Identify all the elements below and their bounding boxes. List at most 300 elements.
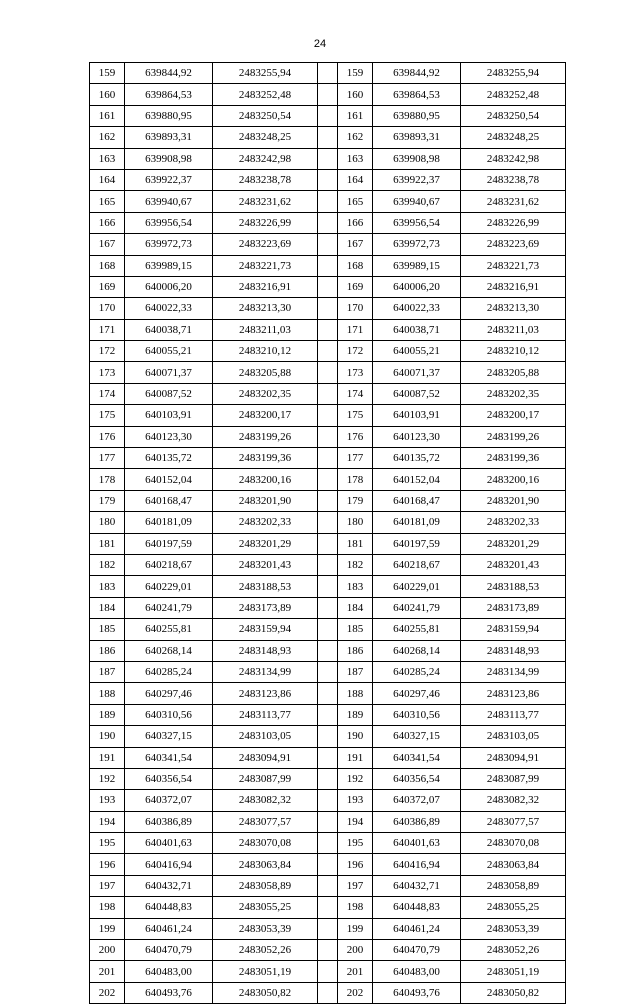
y-coordinate-cell: 2483200,17 [461, 405, 566, 426]
table-row [90, 790, 566, 811]
spacer-cell [318, 84, 338, 105]
point-number-cell: 161 [90, 105, 125, 126]
spacer-cell [318, 169, 338, 190]
y-coordinate-cell: 2483226,99 [461, 212, 566, 233]
y-coordinate-cell: 2483123,86 [213, 683, 318, 704]
y-coordinate-cell: 2483051,19 [461, 961, 566, 982]
x-coordinate-cell: 639880,95 [125, 105, 213, 126]
x-coordinate-cell: 640356,54 [373, 768, 461, 789]
spacer-cell [318, 982, 338, 1003]
point-number-cell: 198 [338, 897, 373, 918]
table-row [90, 811, 566, 832]
x-coordinate-cell: 639972,73 [373, 234, 461, 255]
x-coordinate-cell: 639893,31 [373, 127, 461, 148]
point-number-cell: 170 [90, 298, 125, 319]
point-number-cell: 161 [338, 105, 373, 126]
x-coordinate-cell: 640483,00 [373, 961, 461, 982]
y-coordinate-cell: 2483050,82 [461, 982, 566, 1003]
y-coordinate-cell: 2483210,12 [461, 341, 566, 362]
point-number-cell: 179 [90, 490, 125, 511]
y-coordinate-cell: 2483173,89 [461, 597, 566, 618]
y-coordinate-cell: 2483103,05 [213, 726, 318, 747]
point-number-cell: 164 [338, 169, 373, 190]
point-number-cell: 159 [90, 63, 125, 84]
y-coordinate-cell: 2483223,69 [213, 234, 318, 255]
x-coordinate-cell: 640372,07 [125, 790, 213, 811]
point-number-cell: 167 [90, 234, 125, 255]
y-coordinate-cell: 2483252,48 [213, 84, 318, 105]
spacer-cell [318, 469, 338, 490]
x-coordinate-cell: 640123,30 [373, 426, 461, 447]
y-coordinate-cell: 2483058,89 [461, 875, 566, 896]
y-coordinate-cell: 2483202,35 [213, 383, 318, 404]
point-number-cell: 198 [90, 897, 125, 918]
point-number-cell: 176 [338, 426, 373, 447]
point-number-cell: 163 [90, 148, 125, 169]
spacer-cell [318, 148, 338, 169]
y-coordinate-cell: 2483205,88 [213, 362, 318, 383]
x-coordinate-cell: 640401,63 [373, 833, 461, 854]
x-coordinate-cell: 640470,79 [373, 940, 461, 961]
table-row [90, 448, 566, 469]
y-coordinate-cell: 2483173,89 [213, 597, 318, 618]
y-coordinate-cell: 2483201,29 [461, 533, 566, 554]
x-coordinate-cell: 639908,98 [373, 148, 461, 169]
spacer-cell [318, 576, 338, 597]
y-coordinate-cell: 2483087,99 [461, 768, 566, 789]
x-coordinate-cell: 640310,56 [373, 704, 461, 725]
x-coordinate-cell: 640268,14 [125, 640, 213, 661]
y-coordinate-cell: 2483134,99 [461, 661, 566, 682]
y-coordinate-cell: 2483199,26 [461, 426, 566, 447]
table-row [90, 127, 566, 148]
x-coordinate-cell: 640386,89 [373, 811, 461, 832]
spacer-cell [318, 747, 338, 768]
point-number-cell: 179 [338, 490, 373, 511]
spacer-cell [318, 276, 338, 297]
page-number: 24 [313, 38, 327, 50]
point-number-cell: 162 [90, 127, 125, 148]
point-number-cell: 178 [338, 469, 373, 490]
y-coordinate-cell: 2483252,48 [461, 84, 566, 105]
y-coordinate-cell: 2483063,84 [461, 854, 566, 875]
y-coordinate-cell: 2483113,77 [213, 704, 318, 725]
y-coordinate-cell: 2483201,90 [213, 490, 318, 511]
point-number-cell: 166 [90, 212, 125, 233]
table-row [90, 661, 566, 682]
point-number-cell: 177 [338, 448, 373, 469]
spacer-cell [318, 405, 338, 426]
y-coordinate-cell: 2483210,12 [213, 341, 318, 362]
x-coordinate-cell: 640168,47 [373, 490, 461, 511]
x-coordinate-cell: 640123,30 [125, 426, 213, 447]
point-number-cell: 191 [90, 747, 125, 768]
table-row [90, 255, 566, 276]
table-row [90, 597, 566, 618]
x-coordinate-cell: 640255,81 [373, 619, 461, 640]
y-coordinate-cell: 2483058,89 [213, 875, 318, 896]
y-coordinate-cell: 2483200,17 [213, 405, 318, 426]
point-number-cell: 197 [338, 875, 373, 896]
table-row [90, 234, 566, 255]
y-coordinate-cell: 2483250,54 [213, 105, 318, 126]
point-number-cell: 196 [90, 854, 125, 875]
table-row [90, 875, 566, 896]
spacer-cell [318, 448, 338, 469]
y-coordinate-cell: 2483094,91 [213, 747, 318, 768]
y-coordinate-cell: 2483063,84 [213, 854, 318, 875]
table-row [90, 854, 566, 875]
x-coordinate-cell: 640055,21 [125, 341, 213, 362]
x-coordinate-cell: 640493,76 [373, 982, 461, 1003]
point-number-cell: 173 [338, 362, 373, 383]
point-number-cell: 182 [90, 554, 125, 575]
table-row [90, 341, 566, 362]
point-number-cell: 181 [338, 533, 373, 554]
point-number-cell: 184 [338, 597, 373, 618]
point-number-cell: 172 [338, 341, 373, 362]
point-number-cell: 169 [90, 276, 125, 297]
y-coordinate-cell: 2483052,26 [213, 940, 318, 961]
point-number-cell: 174 [338, 383, 373, 404]
x-coordinate-cell: 640310,56 [125, 704, 213, 725]
spacer-cell [318, 512, 338, 533]
y-coordinate-cell: 2483200,16 [461, 469, 566, 490]
point-number-cell: 183 [90, 576, 125, 597]
x-coordinate-cell: 640448,83 [373, 897, 461, 918]
point-number-cell: 167 [338, 234, 373, 255]
y-coordinate-cell: 2483213,30 [461, 298, 566, 319]
table-row [90, 169, 566, 190]
point-number-cell: 185 [90, 619, 125, 640]
y-coordinate-cell: 2483082,32 [213, 790, 318, 811]
y-coordinate-cell: 2483248,25 [213, 127, 318, 148]
spacer-cell [318, 554, 338, 575]
table-row [90, 554, 566, 575]
point-number-cell: 194 [338, 811, 373, 832]
x-coordinate-cell: 640470,79 [125, 940, 213, 961]
spacer-cell [318, 597, 338, 618]
x-coordinate-cell: 639844,92 [125, 63, 213, 84]
y-coordinate-cell: 2483213,30 [213, 298, 318, 319]
y-coordinate-cell: 2483199,36 [461, 448, 566, 469]
y-coordinate-cell: 2483188,53 [461, 576, 566, 597]
y-coordinate-cell: 2483231,62 [213, 191, 318, 212]
spacer-cell [318, 640, 338, 661]
x-coordinate-cell: 640255,81 [125, 619, 213, 640]
x-coordinate-cell: 640181,09 [373, 512, 461, 533]
point-number-cell: 187 [90, 661, 125, 682]
x-coordinate-cell: 640038,71 [373, 319, 461, 340]
point-number-cell: 181 [90, 533, 125, 554]
x-coordinate-cell: 639956,54 [373, 212, 461, 233]
spacer-cell [318, 961, 338, 982]
x-coordinate-cell: 640356,54 [125, 768, 213, 789]
table-row [90, 833, 566, 854]
x-coordinate-cell: 640268,14 [373, 640, 461, 661]
x-coordinate-cell: 640103,91 [373, 405, 461, 426]
y-coordinate-cell: 2483188,53 [213, 576, 318, 597]
x-coordinate-cell: 640087,52 [125, 383, 213, 404]
x-coordinate-cell: 639893,31 [125, 127, 213, 148]
x-coordinate-cell: 640372,07 [373, 790, 461, 811]
table-row [90, 747, 566, 768]
table-row [90, 148, 566, 169]
y-coordinate-cell: 2483159,94 [461, 619, 566, 640]
point-number-cell: 165 [338, 191, 373, 212]
table-row [90, 940, 566, 961]
y-coordinate-cell: 2483202,33 [213, 512, 318, 533]
table-row [90, 982, 566, 1003]
table-row [90, 918, 566, 939]
y-coordinate-cell: 2483103,05 [461, 726, 566, 747]
point-number-cell: 200 [90, 940, 125, 961]
y-coordinate-cell: 2483200,16 [213, 469, 318, 490]
point-number-cell: 176 [90, 426, 125, 447]
point-number-cell: 200 [338, 940, 373, 961]
y-coordinate-cell: 2483113,77 [461, 704, 566, 725]
x-coordinate-cell: 639956,54 [125, 212, 213, 233]
spacer-cell [318, 319, 338, 340]
x-coordinate-cell: 640168,47 [125, 490, 213, 511]
x-coordinate-cell: 639844,92 [373, 63, 461, 84]
point-number-cell: 193 [338, 790, 373, 811]
table-row [90, 533, 566, 554]
spacer-cell [318, 234, 338, 255]
x-coordinate-cell: 639989,15 [373, 255, 461, 276]
y-coordinate-cell: 2483199,36 [213, 448, 318, 469]
y-coordinate-cell: 2483201,43 [213, 554, 318, 575]
x-coordinate-cell: 640055,21 [373, 341, 461, 362]
table-row [90, 512, 566, 533]
point-number-cell: 186 [90, 640, 125, 661]
table-row [90, 426, 566, 447]
point-number-cell: 188 [338, 683, 373, 704]
table-row [90, 276, 566, 297]
table-row [90, 726, 566, 747]
x-coordinate-cell: 640493,76 [125, 982, 213, 1003]
point-number-cell: 193 [90, 790, 125, 811]
y-coordinate-cell: 2483223,69 [461, 234, 566, 255]
point-number-cell: 195 [338, 833, 373, 854]
x-coordinate-cell: 639908,98 [125, 148, 213, 169]
x-coordinate-cell: 640006,20 [125, 276, 213, 297]
y-coordinate-cell: 2483211,03 [213, 319, 318, 340]
point-number-cell: 197 [90, 875, 125, 896]
y-coordinate-cell: 2483226,99 [213, 212, 318, 233]
spacer-cell [318, 918, 338, 939]
x-coordinate-cell: 640285,24 [125, 661, 213, 682]
y-coordinate-cell: 2483055,25 [213, 897, 318, 918]
table-row [90, 576, 566, 597]
table-row [90, 298, 566, 319]
point-number-cell: 162 [338, 127, 373, 148]
point-number-cell: 192 [338, 768, 373, 789]
spacer-cell [318, 127, 338, 148]
point-number-cell: 190 [90, 726, 125, 747]
x-coordinate-cell: 640386,89 [125, 811, 213, 832]
point-number-cell: 160 [90, 84, 125, 105]
x-coordinate-cell: 640152,04 [373, 469, 461, 490]
y-coordinate-cell: 2483082,32 [461, 790, 566, 811]
x-coordinate-cell: 639864,53 [373, 84, 461, 105]
point-number-cell: 188 [90, 683, 125, 704]
point-number-cell: 168 [338, 255, 373, 276]
point-number-cell: 177 [90, 448, 125, 469]
x-coordinate-cell: 640229,01 [373, 576, 461, 597]
y-coordinate-cell: 2483238,78 [461, 169, 566, 190]
x-coordinate-cell: 640006,20 [373, 276, 461, 297]
x-coordinate-cell: 640297,46 [125, 683, 213, 704]
spacer-cell [318, 811, 338, 832]
point-number-cell: 180 [338, 512, 373, 533]
spacer-cell [318, 683, 338, 704]
x-coordinate-cell: 640327,15 [125, 726, 213, 747]
table-row [90, 319, 566, 340]
y-coordinate-cell: 2483255,94 [461, 63, 566, 84]
spacer-cell [318, 298, 338, 319]
y-coordinate-cell: 2483221,73 [213, 255, 318, 276]
point-number-cell: 201 [90, 961, 125, 982]
spacer-cell [318, 362, 338, 383]
y-coordinate-cell: 2483148,93 [213, 640, 318, 661]
point-number-cell: 202 [90, 982, 125, 1003]
spacer-cell [318, 383, 338, 404]
table-row [90, 469, 566, 490]
point-number-cell: 194 [90, 811, 125, 832]
point-number-cell: 170 [338, 298, 373, 319]
point-number-cell: 178 [90, 469, 125, 490]
spacer-cell [318, 897, 338, 918]
y-coordinate-cell: 2483216,91 [461, 276, 566, 297]
x-coordinate-cell: 639940,67 [373, 191, 461, 212]
point-number-cell: 189 [90, 704, 125, 725]
x-coordinate-cell: 640197,59 [373, 533, 461, 554]
x-coordinate-cell: 640022,33 [125, 298, 213, 319]
spacer-cell [318, 940, 338, 961]
spacer-cell [318, 255, 338, 276]
y-coordinate-cell: 2483211,03 [461, 319, 566, 340]
table-row [90, 405, 566, 426]
x-coordinate-cell: 640432,71 [373, 875, 461, 896]
x-coordinate-cell: 639880,95 [373, 105, 461, 126]
x-coordinate-cell: 640401,63 [125, 833, 213, 854]
x-coordinate-cell: 640341,54 [125, 747, 213, 768]
x-coordinate-cell: 640152,04 [125, 469, 213, 490]
x-coordinate-cell: 640197,59 [125, 533, 213, 554]
spacer-cell [318, 854, 338, 875]
x-coordinate-cell: 639989,15 [125, 255, 213, 276]
x-coordinate-cell: 640071,37 [373, 362, 461, 383]
point-number-cell: 174 [90, 383, 125, 404]
x-coordinate-cell: 640181,09 [125, 512, 213, 533]
point-number-cell: 199 [338, 918, 373, 939]
point-number-cell: 165 [90, 191, 125, 212]
point-number-cell: 159 [338, 63, 373, 84]
point-number-cell: 195 [90, 833, 125, 854]
spacer-cell [318, 191, 338, 212]
y-coordinate-cell: 2483250,54 [461, 105, 566, 126]
point-number-cell: 189 [338, 704, 373, 725]
y-coordinate-cell: 2483134,99 [213, 661, 318, 682]
x-coordinate-cell: 640038,71 [125, 319, 213, 340]
y-coordinate-cell: 2483051,19 [213, 961, 318, 982]
point-number-cell: 184 [90, 597, 125, 618]
y-coordinate-cell: 2483070,08 [213, 833, 318, 854]
point-number-cell: 175 [90, 405, 125, 426]
spacer-cell [318, 533, 338, 554]
y-coordinate-cell: 2483205,88 [461, 362, 566, 383]
point-number-cell: 173 [90, 362, 125, 383]
x-coordinate-cell: 640416,94 [373, 854, 461, 875]
x-coordinate-cell: 640483,00 [125, 961, 213, 982]
point-number-cell: 201 [338, 961, 373, 982]
y-coordinate-cell: 2483201,90 [461, 490, 566, 511]
x-coordinate-cell: 640416,94 [125, 854, 213, 875]
table-row [90, 362, 566, 383]
y-coordinate-cell: 2483242,98 [213, 148, 318, 169]
spacer-cell [318, 105, 338, 126]
table-row [90, 961, 566, 982]
point-number-cell: 186 [338, 640, 373, 661]
spacer-cell [318, 212, 338, 233]
table-row [90, 640, 566, 661]
spacer-cell [318, 490, 338, 511]
table-row [90, 383, 566, 404]
y-coordinate-cell: 2483248,25 [461, 127, 566, 148]
spacer-cell [318, 341, 338, 362]
x-coordinate-cell: 640461,24 [373, 918, 461, 939]
x-coordinate-cell: 640241,79 [373, 597, 461, 618]
spacer-cell [318, 726, 338, 747]
x-coordinate-cell: 640135,72 [125, 448, 213, 469]
x-coordinate-cell: 640341,54 [373, 747, 461, 768]
y-coordinate-cell: 2483052,26 [461, 940, 566, 961]
y-coordinate-cell: 2483199,26 [213, 426, 318, 447]
point-number-cell: 172 [90, 341, 125, 362]
x-coordinate-cell: 639940,67 [125, 191, 213, 212]
y-coordinate-cell: 2483050,82 [213, 982, 318, 1003]
table-row [90, 105, 566, 126]
y-coordinate-cell: 2483231,62 [461, 191, 566, 212]
y-coordinate-cell: 2483255,94 [213, 63, 318, 84]
x-coordinate-cell: 640135,72 [373, 448, 461, 469]
coordinates-table [89, 62, 566, 1004]
table-row [90, 704, 566, 725]
point-number-cell: 171 [338, 319, 373, 340]
spacer-cell [318, 768, 338, 789]
point-number-cell: 192 [90, 768, 125, 789]
x-coordinate-cell: 640022,33 [373, 298, 461, 319]
x-coordinate-cell: 640461,24 [125, 918, 213, 939]
point-number-cell: 196 [338, 854, 373, 875]
point-number-cell: 180 [90, 512, 125, 533]
point-number-cell: 166 [338, 212, 373, 233]
table-row [90, 84, 566, 105]
y-coordinate-cell: 2483202,35 [461, 383, 566, 404]
point-number-cell: 185 [338, 619, 373, 640]
x-coordinate-cell: 639922,37 [373, 169, 461, 190]
x-coordinate-cell: 640103,91 [125, 405, 213, 426]
x-coordinate-cell: 640432,71 [125, 875, 213, 896]
spacer-cell [318, 833, 338, 854]
x-coordinate-cell: 639922,37 [125, 169, 213, 190]
spacer-cell [318, 790, 338, 811]
point-number-cell: 175 [338, 405, 373, 426]
spacer-cell [318, 875, 338, 896]
table-row [90, 191, 566, 212]
x-coordinate-cell: 640229,01 [125, 576, 213, 597]
